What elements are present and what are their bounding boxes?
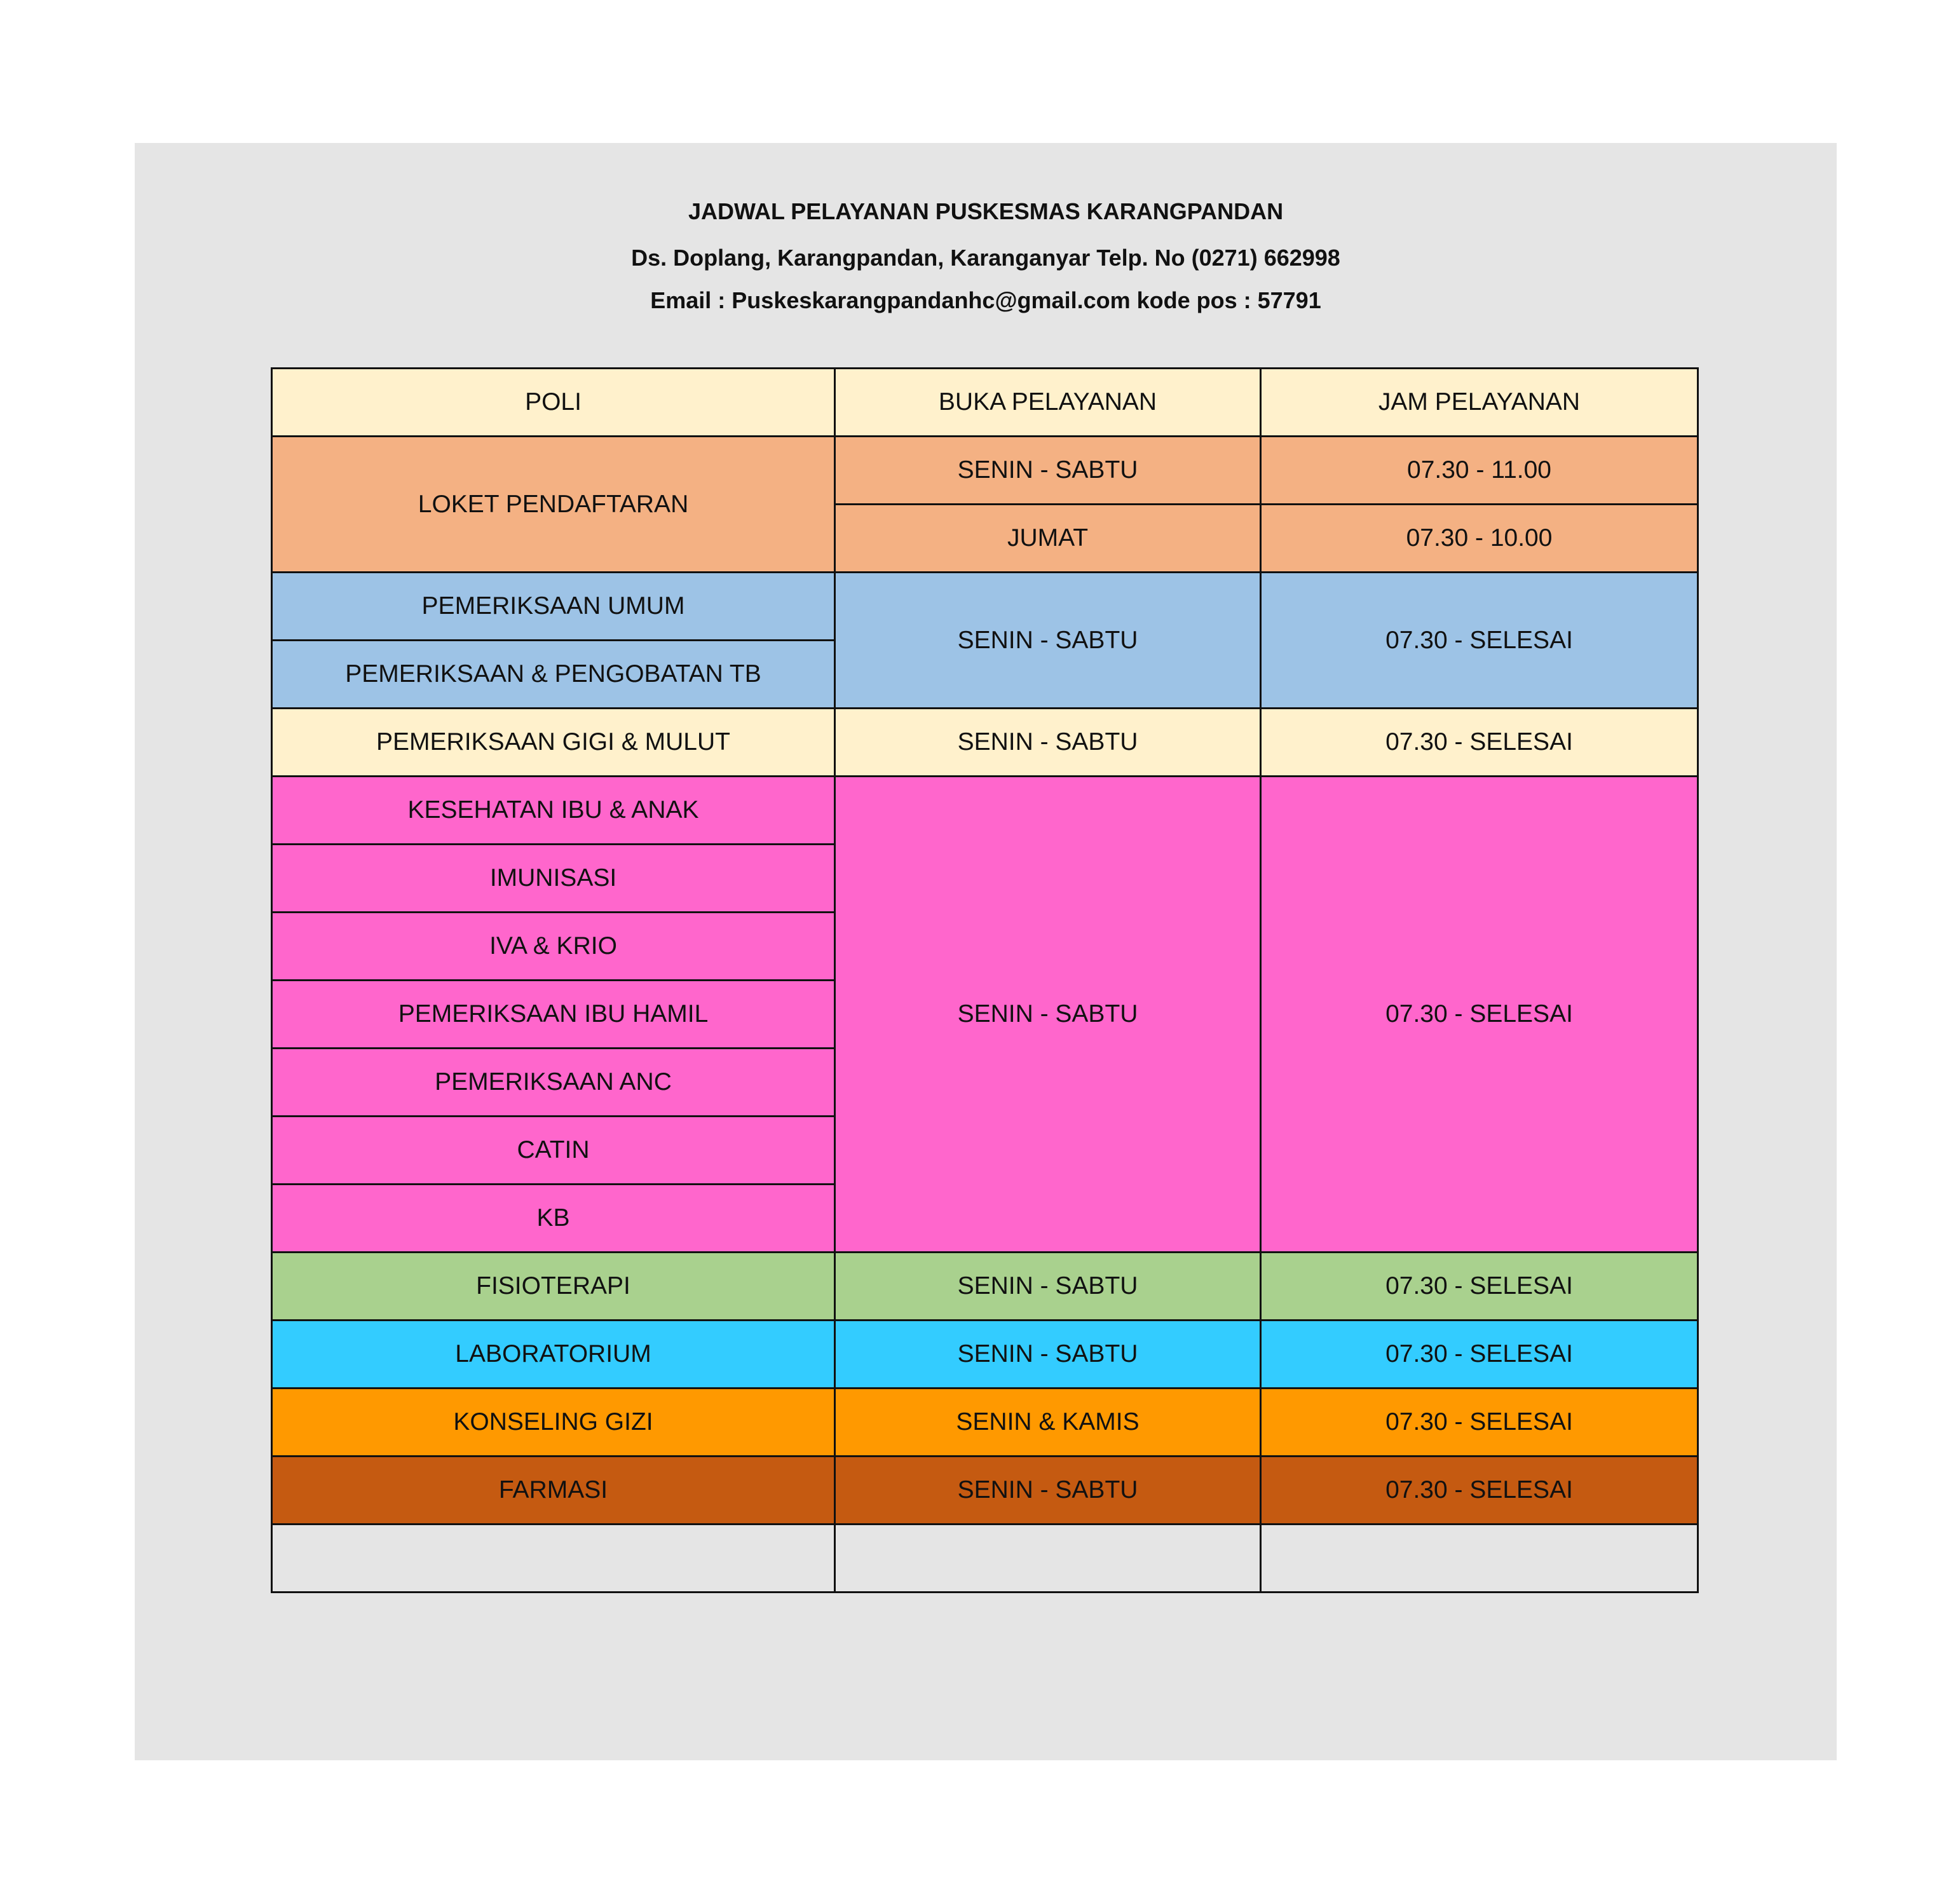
table-row (272, 777, 1698, 845)
days-cell-loket-friday: JUMAT (835, 505, 1261, 573)
hours-cell-loket-weekday: 07.30 - 11.00 (1261, 437, 1698, 505)
hours-cell-gizi: 07.30 - SELESAI (1261, 1389, 1698, 1457)
poli-cell-catin: CATIN (272, 1117, 835, 1185)
table-row (272, 1321, 1698, 1389)
days-cell-gigi: SENIN - SABTU (835, 709, 1261, 777)
poli-cell-imunisasi: IMUNISASI (272, 845, 835, 913)
poli-cell-loket: LOKET PENDAFTARAN (272, 437, 835, 573)
hours-cell-fisioterapi: 07.30 - SELESAI (1261, 1253, 1698, 1321)
poli-cell-farmasi: FARMASI (272, 1457, 835, 1525)
empty-cell (1261, 1525, 1698, 1593)
poli-cell-laboratorium: LABORATORIUM (272, 1321, 835, 1389)
days-cell-farmasi: SENIN - SABTU (835, 1457, 1261, 1525)
poli-cell-tb: PEMERIKSAAN & PENGOBATAN TB (272, 641, 835, 709)
hours-cell-gigi: 07.30 - SELESAI (1261, 709, 1698, 777)
table-row (272, 573, 1698, 641)
days-cell-gizi: SENIN & KAMIS (835, 1389, 1261, 1457)
page-title: JADWAL PELAYANAN PUSKESMAS KARANGPANDAN (688, 198, 1284, 224)
address-line: Ds. Doplang, Karangpandan, Karanganyar Telp. No (0271) 662998 (631, 245, 1340, 271)
days-cell-umum: SENIN - SABTU (835, 573, 1261, 709)
poli-cell-fisioterapi: FISIOTERAPI (272, 1253, 835, 1321)
table-row (272, 709, 1698, 777)
table-row (272, 437, 1698, 505)
empty-table-row (272, 1525, 1698, 1593)
table-row (272, 1253, 1698, 1321)
schedule-sheet (135, 143, 1837, 1760)
hours-cell-farmasi: 07.30 - SELESAI (1261, 1457, 1698, 1525)
hours-cell-kia: 07.30 - SELESAI (1261, 777, 1698, 1253)
days-cell-laboratorium: SENIN - SABTU (835, 1321, 1261, 1389)
poli-cell-kia: KESEHATAN IBU & ANAK (272, 777, 835, 845)
hours-cell-loket-friday: 07.30 - 10.00 (1261, 505, 1698, 573)
hours-cell-umum: 07.30 - SELESAI (1261, 573, 1698, 709)
table-row (272, 1389, 1698, 1457)
poli-cell-kb: KB (272, 1185, 835, 1253)
column-header-buka-pelayanan: BUKA PELAYANAN (835, 369, 1261, 437)
poli-cell-anc: PEMERIKSAAN ANC (272, 1049, 835, 1117)
poli-cell-gigi: PEMERIKSAAN GIGI & MULUT (272, 709, 835, 777)
empty-cell (272, 1525, 835, 1593)
column-header-jam-pelayanan: JAM PELAYANAN (1261, 369, 1698, 437)
poli-cell-gizi: KONSELING GIZI (272, 1389, 835, 1457)
contact-line: Email : Puskeskarangpandanhc@gmail.com kode pos : 57791 (650, 287, 1321, 313)
days-cell-fisioterapi: SENIN - SABTU (835, 1253, 1261, 1321)
days-cell-loket-weekday: SENIN - SABTU (835, 437, 1261, 505)
column-header-poli: POLI (272, 369, 835, 437)
empty-cell (835, 1525, 1261, 1593)
days-cell-kia: SENIN - SABTU (835, 777, 1261, 1253)
poli-cell-ibu-hamil: PEMERIKSAAN IBU HAMIL (272, 981, 835, 1049)
poli-cell-umum: PEMERIKSAAN UMUM (272, 573, 835, 641)
hours-cell-laboratorium: 07.30 - SELESAI (1261, 1321, 1698, 1389)
table-header-row (272, 369, 1698, 437)
table-row (272, 1457, 1698, 1525)
schedule-table (271, 367, 1699, 1593)
poli-cell-iva-krio: IVA & KRIO (272, 913, 835, 981)
